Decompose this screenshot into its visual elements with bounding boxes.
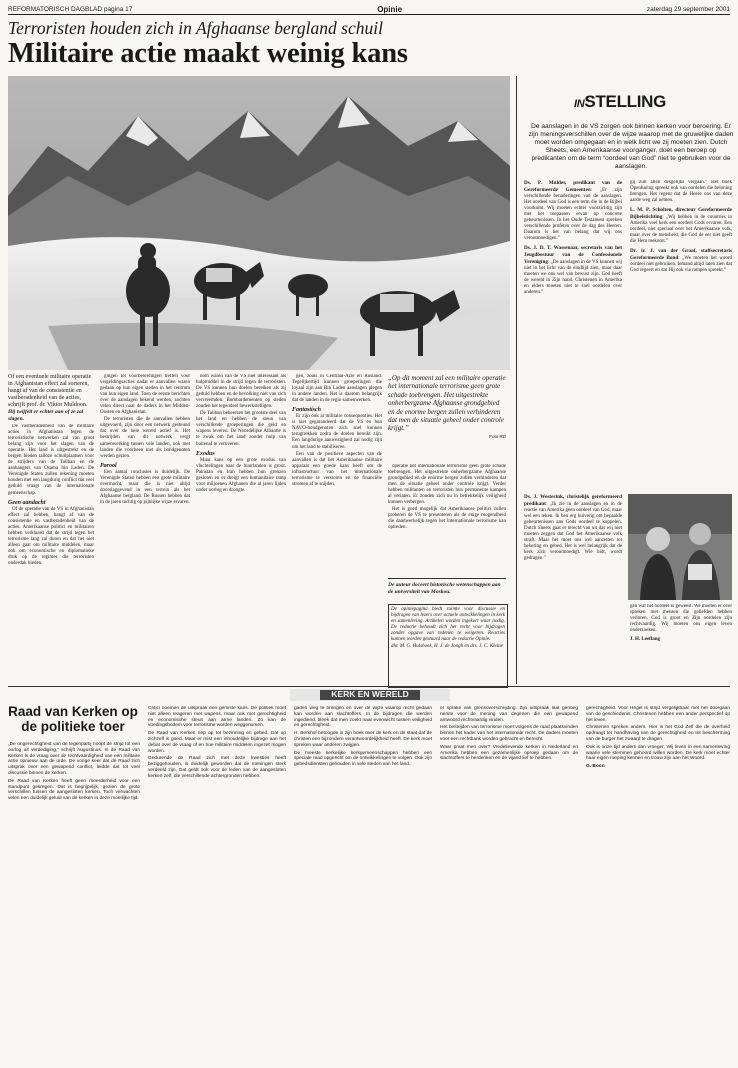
column-separator bbox=[516, 76, 517, 684]
article-column-4: gen, zoals in Centraal-Azië en Rusland. Tegelijkertijd kunnen groeperingen die loyaal zijn aan Bin Laden aanslagen plegen in andere landen. Het is daarom belangrijk dat de landen in de regio samenwerken. Fantastisch Er zijn ook al militaire consequenties. Het is niet gegarandeerd dat de VS en hun NAVO-bondgenoten zich snel kunnen terugtrekken zodra de doelen bereikt zijn. Een langdurige aanwezigheid zal nodig zijn om het land te stabiliseren. Een van de positieve aspecten van de aanvallen is dat het Amerikaanse militaire apparaat een goede kans heeft om de infrastructuur van het internationale terrorisme te verstoren en de financiële stromen af te snijden. bbox=[292, 374, 382, 487]
kerk-band-label: KERK EN WERELD bbox=[331, 689, 409, 699]
kerk-column-1: „De ongerechtigheid van de tegenpartij noopt de strijd tot een oorlog uit verdediging,” schrijft Augustinus. In de Raad van Kerken is de vraag over de rechtvaardigheid van een militaire actie opnieuw aan de orde. De vorige keer dat de Raad zich uitsprak over een gewapend conflict, leidde dat tot veel discussie binnen de kerken. De Raad van Kerken heeft geen meerderheid voor een standpunt gekregen. Dat is begrijpelijk, gezien de grote verschillen tussen de aangesloten kerken. Toch verwachten velen een duidelijk geluid van de kerken in deze moeilijke tijd. bbox=[8, 742, 140, 802]
article-column-1: De vastberadenheid van de militaire acties in Afghanistan tegen de terroristische netwerken zal van groot belang zijn voor het slagen van de operatie. Het land is uitgestrekt en de bergen bieden talloze schuilplaatsen voor de strijders van de Taliban en de aanhangers van Osama bin Laden. De Verenigde Staten zullen rekening moeten houden met een langdurig conflict dat veel geduld vraagt van de internationale gemeenschap. Geen aandacht Of de operatie van de VS in Afghanistan effect zal hebben, hangt af van de consistentie en vastberadenheid van de acties. Amerikaanse politici en militairen hebben verklaard dat de strijd tegen het terrorisme lang zal duren en dat het niet alleen gaat om militaire middelen, maar ook om economische en diplomatieke druk op de regimes die terroristen onderdak bieden. bbox=[8, 424, 94, 567]
subhead-exodus: Exodus bbox=[196, 450, 215, 457]
article-headline: Militaire actie maakt weinig kans bbox=[8, 38, 408, 69]
instelling-column-4: gen wat het oordeel is geweest. We moeten er over spreken met mensen die geliefden hebben verloren. God is groot en Zijn oordelen zijn rechtvaardig. Wij moeten ons eigen leven onderzoeken. J. H. Leeflang bbox=[630, 604, 732, 642]
section-name: Opinie bbox=[377, 4, 403, 14]
instelling-intro: De aanslagen in de VS zorgen ook binnen kerken voor beroering. Er zijn meningsverschillen over de wijze waarop met de gruwelijke daden moet worden omgegaan en in welk licht we zij moeten zien. Dutch Sheets, een Amerikaanse voorganger, doet een beroep op predikanten om de term “oordeel van God” niet te gebruiken voor de aanslagen. bbox=[528, 123, 734, 170]
instelling-column-2: gij zult allen desgelijks vergaan.” Het boek Openbaring spreekt ook van oordelen die beloning brengen. Het regent dat de Heere ons van deze aarde weg zal nemen. L. M. P. Scholten, directeur Gereformeerde Bijbelstichting: „Wij hebben in de countries in Amerika veel kerk een oordeel Gods ervaren. Een oordeel, niet speciaal over het Amerikaanse volk, maar over de mensheid, die God de eer niet geeft die Hem toekomt.” Dr. ir. J. van der Graaf, staffsecretaris Gereformeerde Bond: „We moeten het woord oordeel niet gebruiken. Iemand altijd laten zien dat God regeert en dat Hij ook via rampen spreekt.” bbox=[630, 180, 732, 273]
subhead-geen-aandacht: Geen aandacht bbox=[8, 499, 46, 506]
masthead bbox=[8, 4, 730, 15]
instelling-logo bbox=[574, 92, 666, 112]
issue-date: zaterdag 29 september 2001 bbox=[646, 5, 730, 13]
article-column-2: gingen tot voorbereidingen treffen voor vergeldingsacties nadat er aanvallen waren gedaan op hun eigen steden in het centrum van hun eigen land. Toen de eerste berichten over de aanslagen bekend werden, zochten velen direct naar de daders in het Midden-Oosten en Afghanistan. De terroristen die de aanvallen hebben uitgevoerd, zijn door een netwerk gesteund dat over de hele wereld actief is. Het bestrijden van dit netwerk vergt samenwerking tussen vele landen, ook met landen die voorheen niet als bondgenoten werden gezien. Parool Een aantal conclusies is duidelijk. De Verenigde Staten hebben een grote militaire overmacht, maar die is niet altijd doorslaggevend in een terrein als het Afghaanse bergland. De Russen hebben dat in de jaren tachtig op pijnlijke wijze ervaren. bbox=[100, 374, 190, 505]
instelling-logo-word: STELLING bbox=[584, 92, 667, 111]
contributor-westerink: Ds. J. Westerink, christelijk gereformeerd predikant bbox=[524, 494, 622, 507]
caption-text: Of een eventuele militaire operatie in Afghanistan effect zal sorteren, hangt af van de consistentie en vastberadenheid van de acties, schrijft prof. dr. Viktor Muldoon. bbox=[8, 374, 92, 408]
author-box-footer: dhr. M. G. Hulshoek, H. J. de Jongh en drs. J. C. Kleine bbox=[391, 644, 503, 650]
instelling-column-1: Ds. P. Mulder, predikant van de Gereformeerde Gemeenten: „Er zijn verschillende benaderingen van de aanslagen. Het oordeel van God is een term die in de Bijbel voorkomt. Wij moeten echter voorzichtig zijn met het toepassen ervan op concrete gebeurtenissen. In het Oude Testament spreken verschillende profeten over de dag des Heeren. Daarom is het van belang dat wij ons verootmoedigen.” Ds. J. D. T. Wassenaar, secretaris van het Jeugdbestuur van de Confessionele Vereniging: „De aanslagen in de VS kunnen wij niet in het licht van de eindtijd zien, maar daar moeten we ons wel van bewust zijn. God heeft de wereld in Zijn hand. Christenen in Amerika en elders moeten niet te snel oordelen over anderen.” bbox=[524, 180, 622, 295]
instelling-logo-prefix: IN bbox=[574, 98, 585, 110]
kerk-column-5: gerechtigheid. Voor Hegel is strijd vergelijkbaar met het doorgaan van de geschiedenis. Christenen hebben een ander perspectief op het leven. Christenen spreken anders. Hier is het God Zelf die de overheid opdraagt ter handhaving van de gerechtigheid en tot bescherming van de burger het zwaard te dragen. Ook is onze tijd anders dan vroeger. Wij leven in een samenleving waarin vele stemmen gehoord willen worden. De kerk moet echter haar eigen roeping kennen en trouw zijn aan het Woord. G. Boon bbox=[586, 706, 730, 770]
kerk-title: Raad van Kerken op de politieke toer bbox=[8, 704, 138, 734]
people-photo-image bbox=[628, 494, 732, 600]
article-column-3: nom waren van de VS niet interessant als hulpmiddel in de strijd tegen de terroristen. De VS kunnen hun doelen bereiken als zij geduld hebben en de bevolking niet van zich vervreemden. Bombardementen op steden zouden het tegendeel bewerkstelligen. De Taliban beheersen het grootste deel van het land en hebben de steun van verschillende groeperingen die geld en wapens leveren. De Noordelijke Alliantie is te zwak om het land zonder hulp van buitenaf te veroveren. Exodus Maar kans op een grote exodus van vluchtelingen naar de buurlanden is groot. Pakistan en Iran hebben hun grenzen gesloten en er dreigt een humanitaire ramp voor miljoenen Afghanen die al jaren lijden onder oorlog en droogte. bbox=[196, 374, 286, 493]
kerk-signature: G. Boon bbox=[586, 764, 605, 770]
section-divider bbox=[8, 686, 730, 687]
instelling-signature: J. H. Leeflang bbox=[630, 637, 660, 642]
article-pullquote: „Op dit moment zal een militaire operatie het internationale terrorisme geen grote schade toebrengen. Het uitgestrekte onherbergzame Afghaanse grondgebied en de enorme bergen zullen verhinderen dat men de situatie geheel onder controle krijgt.” Foto RD bbox=[388, 374, 506, 441]
kerk-column-4: er sprake van grensoverschrijding. Zijn uitspraak laat genoeg ruimte voor de mening van degenen die een gewapend antwoord rechtvaardig vinden. Het bestrijden van terrorisme moet volgens de raad plaatsvinden binnen het kader van het internationale recht. De daders moeten voor een rechtbank worden gebracht en berecht. Waar praat men over? Vredelievende kerken in Nederland en Amerika hebben een gezamenlijke oproep gedaan om de slachtoffers te herdenken en de vijand lief te hebben. bbox=[440, 706, 578, 762]
kerk-column-2: Critici noemen de uitspraak een gemiste kans. De politiek moet niet alleen reageren met wapens, maar ook met gerechtigheid en economische steun aan arme landen. Zo kan de voedingsbodem voor terrorisme worden weggenomen. De Raad van Kerken riep op tot bezinning en gebed. Dat op zichzelf is goed. Maar er mist een inhoudelijke bijdrage aan het debat over de vraag of en hoe militaire middelen ingezet mogen worden. Gedurende de Raad zich met deze kwesties heeft beziggehouden, is duidelijk geworden dat de meningen sterk verdeeld zijn. Dat geldt ook voor de leden van de aangesloten kerken zelf, die verschillende achtergronden hebben. bbox=[148, 706, 286, 779]
author-box-title: De auteur doceert historische wetenschappen aan de universiteit van Moskou. bbox=[388, 582, 501, 595]
caption-foot: Hij twijfelt er echter aan of ze zal slagen. bbox=[8, 409, 84, 422]
contributor-wassenaar: Ds. J. D. T. Wassenaar, secretaris van het Jeugdbestuur van de Confessionele Vereniging bbox=[524, 245, 622, 265]
article-photo bbox=[8, 76, 510, 370]
subhead-fantastisch: Fantastisch bbox=[292, 407, 322, 414]
kerk-en-wereld-band bbox=[290, 688, 450, 700]
instelling-column-3: Ds. J. Westerink, christelijk gereformeerd predikant: „Ik zie in de aanslagen en in de reactie van Amerika geen oordeel van God, maar wel een teken. Ik ben erg huiverig om bepaalde gebeurtenissen aan Gods oordeel te koppelen. Dutch Sheets gaat er terecht van uit dat wij niet moeten zeggen dat God het Amerikaanse volk straft. Maar het moet ons wel aanzetten tot bekering en gebed. Het is wel belangrijk dat de kerk zich verootmoedigt. Wie bidt, wordt gedragen.” bbox=[524, 494, 622, 561]
photo-credit: Foto RD bbox=[489, 433, 506, 439]
paper-name: REFORMATORISCH DAGBLAD pagina 17 bbox=[8, 5, 133, 13]
contributor-scholten: L. M. P. Scholten, directeur Gereformeerde Bijbelstichting bbox=[630, 207, 732, 220]
kerk-column-3: gaden weg te brengen en over de wijze waarop recht gedaan kan worden aan slachtoffers. In de bijdragen die werden ingediend, bleek dat men zoekt naar evenwicht tussen veiligheid en gerechtigheid. H. Berkhof betoogde in zijn boek over de kerk en de staat dat de christen een bijzondere verantwoordelijkheid heeft. De kerk moet spreken waar anderen zwijgen. De meeste kerkelijke kerkgemeenschappen hebben een speciale raad opgericht om de ontwikkelingen te volgen. Ook zijn gebedsdiensten gehouden in vele steden van het land. bbox=[294, 706, 432, 768]
subhead-parool: Parool bbox=[100, 462, 117, 469]
instelling-photo bbox=[628, 494, 732, 600]
author-divider bbox=[388, 578, 506, 579]
article-kicker: Terroristen houden zich in Afghaanse bergland schuil bbox=[8, 18, 383, 38]
article-column-5: operatie het internationale terrorisme geen grote schade toebrengen. Het uitgestrekte onherbergzame Afghaanse grondgebied en de enorme bergen zullen verhinderen dat men de situatie geheel onder controle krijgt. Verder hebben militanten en terroristen hun permanente kampen al verlaten. Er zouden zich nu in betrekkelijk veiligheid kunnen verbergen. Het is goed mogelijk dat Amerikaanse politici zullen proberen de VS te presenteren als de enige mogendheid die daadwerkelijk tegen het internationale terrorisme kan optreden. bbox=[388, 464, 506, 531]
photo-caption bbox=[8, 374, 94, 423]
donkeys-mountain-image bbox=[8, 76, 510, 370]
reader-notice-box: De opiniepagina biedt ruimte voor discussie en bijdragen van lezers over actuele ontwikkelingen in kerk en samenleving. Artikelen worden ingekort waar nodig. De redactie behoudt zich het recht voor bijdragen zonder opgave van redenen te weigeren. Reacties kunnen worden gestuurd naar de redactie Opinie. dhr. M. G. Hulshoek, H. J. de Jongh en drs. J. C. Kleine bbox=[388, 604, 508, 688]
contributor-vandergraaf: Dr. ir. J. van der Graaf, staffsecretaris Gereformeerde Bond bbox=[630, 248, 732, 261]
contributor-mulder: Ds. P. Mulder, predikant van de Gereformeerde Gemeenten bbox=[524, 180, 622, 193]
